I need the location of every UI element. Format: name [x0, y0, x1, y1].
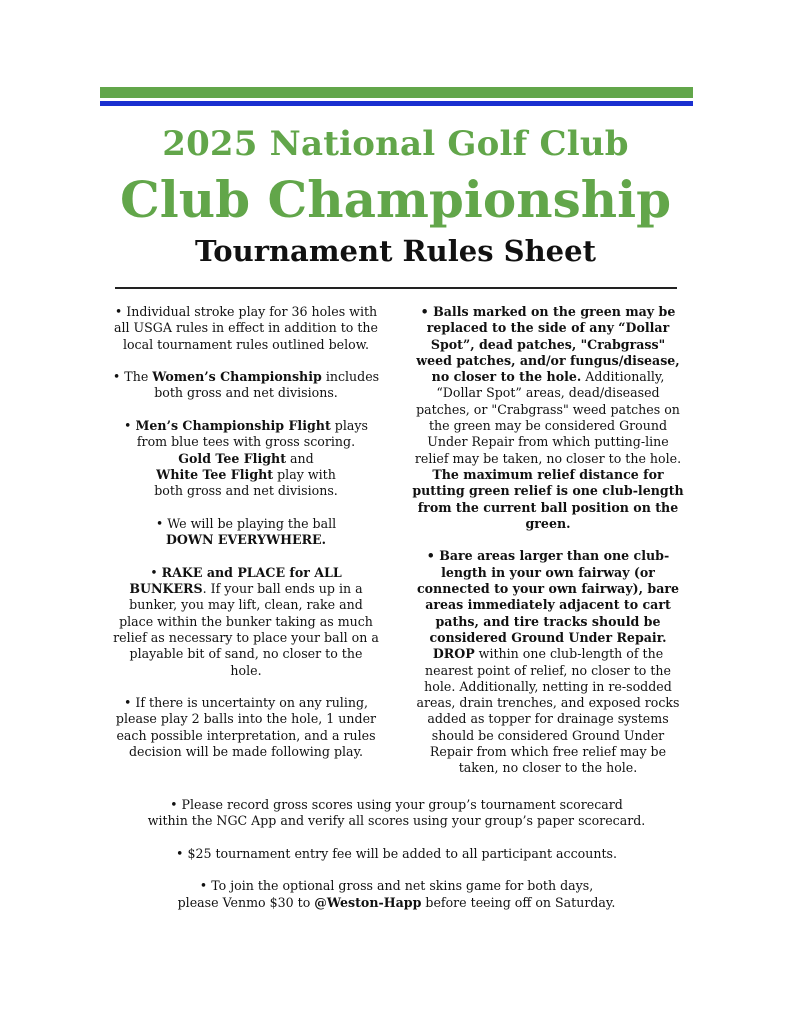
header-green-bar — [100, 87, 693, 98]
venmo-handle: @Weston-Happ — [314, 894, 422, 910]
title-championship: Club Championship — [119, 170, 672, 229]
rule-ball-down: • We will be playing the ball DOWN EVERYWHERE. — [155, 515, 337, 548]
rule-mens-flights: • Men’s Championship Flight plays from blue tees with gross scoring. Gold Tee Flight and White Tee Flight play with both gross and net divisions. — [124, 418, 368, 499]
note-skins-game: • To join the optional gross and net skins game for both days, please Venmo $30 to @Weston-Happ before teeing off on Saturday. — [177, 878, 616, 910]
rule-stroke-play: • Individual stroke play for 36 holes with all USGA rules in effect in addition to the local tournament rules outlined below. — [113, 304, 378, 352]
header-blue-bar — [100, 101, 693, 106]
bottom-notes — [100, 797, 693, 927]
rule-uncertainty: • If there is uncertainty on any ruling, please play 2 balls into the hole, 1 under each possible interpretation, and a rules decision will be made following play. — [115, 695, 377, 760]
note-entry-fee: • $25 tournament entry fee will be added to all participant accounts. — [176, 845, 617, 861]
rule-green-relief: • Balls marked on the green may be replaced to the side of any “Dollar Spot”, dead patches, "Crabgrass" weed patches, and/or fungus/disease, no closer to the hole. Additionally, “Dollar Spot” areas, dead/diseased patches, or "Crabgrass" weed patches on the green may be considered Ground Under Repair from which putting-line relief may be taken, no closer to the hole. The maximum relief distance for putting green relief is one club-length from the current ball position on the green. — [412, 304, 684, 531]
left-column — [112, 304, 380, 777]
divider — [115, 287, 677, 289]
note-record-scores: • Please record gross scores using your group’s tournament scorecard within the NGC App and verify all scores using your group’s paper scorecard. — [147, 797, 646, 829]
right-column — [412, 304, 684, 793]
rule-bunkers: • RAKE and PLACE for ALL BUNKERS. If your ball ends up in a bunker, you may lift, clean, rake and place within the bunker taking as much relief as necessary to place your ball on a playable bit of sand, no closer to the hole. — [113, 564, 379, 678]
title-rules-sheet: Tournament Rules Sheet — [195, 234, 596, 268]
rule-ground-under-repair: • Bare areas larger than one club-length in your own fairway (or connected to your own fairway), bare areas immediately adjacent to cart paths, and tire tracks should be considered Ground Under Repair. DROP within one club-length of the nearest point of relief, no closer to the hole. Additionally, netting in re-sodded areas, drain trenches, and exposed rocks added as topper for drainage systems should be considered Ground Under Repair from which free relief may be taken, no closer to the hole. — [416, 548, 680, 776]
title-year-club: 2025 National Golf Club — [162, 124, 629, 164]
rule-womens-championship: • The Women’s Championship includes both gross and net divisions. — [112, 369, 380, 401]
